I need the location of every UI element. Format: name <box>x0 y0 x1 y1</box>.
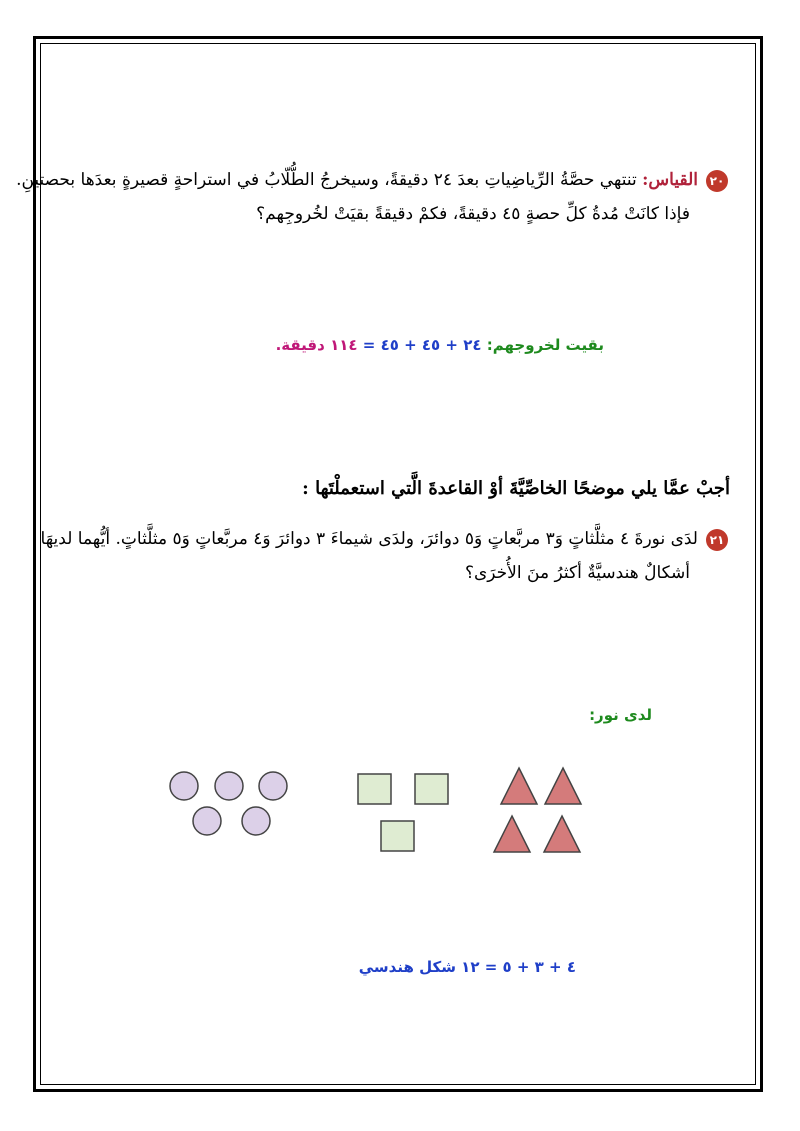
triangles-group <box>494 768 581 852</box>
circle-shape <box>215 772 243 800</box>
section-instructions: أجبْ عمَّا يلي موضحًا الخاصِّيَّةَ أوْ القاعدةَ الَّتي استعملْتَها : <box>302 478 730 499</box>
circle-shape <box>193 807 221 835</box>
q21-text-line1: لدَى نورةَ ٤ مثلَّثاتٍ وَ٣ مربَّعاتٍ وَ٥ دوائرَ، ولدَى شيماءَ ٣ دوائرَ وَ٤ مربَّعاتٍ وَ٥ مثلَّثاتٍ. أيُّهما لديهَا <box>40 529 698 549</box>
triangle-shape <box>501 768 537 804</box>
q21-answer-expr: ٤ + ٣ + ٥ = ١٢ شكل هندسي <box>358 958 576 976</box>
q20-answer-label: بقيت لخروجهم: <box>486 336 604 354</box>
q20-answer-result: ١١٤ دقيقة. <box>275 336 358 354</box>
q20-number-badge: ٢٠ <box>706 170 728 192</box>
q21-nora-label: لدى نور: <box>589 706 652 724</box>
triangle-shape <box>545 768 581 804</box>
circle-shape <box>259 772 287 800</box>
squares-group <box>358 774 448 851</box>
q20-keyword: القياس: <box>642 170 698 190</box>
triangle-shape <box>544 816 580 852</box>
circles-group <box>170 772 287 835</box>
circle-shape <box>170 772 198 800</box>
q21-number-badge: ٢١ <box>706 529 728 551</box>
q20-text-line1: تنتهي حصَّةُ الرِّياضِياتِ بعدَ ٢٤ دقيقةً، وسيخرجُ الطُّلّابُ في استراحةٍ قصيرةٍ بعدَها بحصتينِ. <box>16 170 637 190</box>
square-shape <box>381 821 414 851</box>
square-shape <box>415 774 448 804</box>
square-shape <box>358 774 391 804</box>
circle-shape <box>242 807 270 835</box>
triangle-shape <box>494 816 530 852</box>
q21-line2: أشكالٌ هندسيَّةٌ أكثرُ منَ الأُخرَى؟ <box>464 563 690 583</box>
q20-answer-expr: ٢٤ + ٤٥ + ٤٥ = <box>362 336 482 354</box>
q20-line2: فإذا كانَتْ مُدةُ كلِّ حصةٍ ٤٥ دقيقةً، فكمْ دقيقةً بقيَتْ لخُروجِهم؟ <box>256 204 690 224</box>
